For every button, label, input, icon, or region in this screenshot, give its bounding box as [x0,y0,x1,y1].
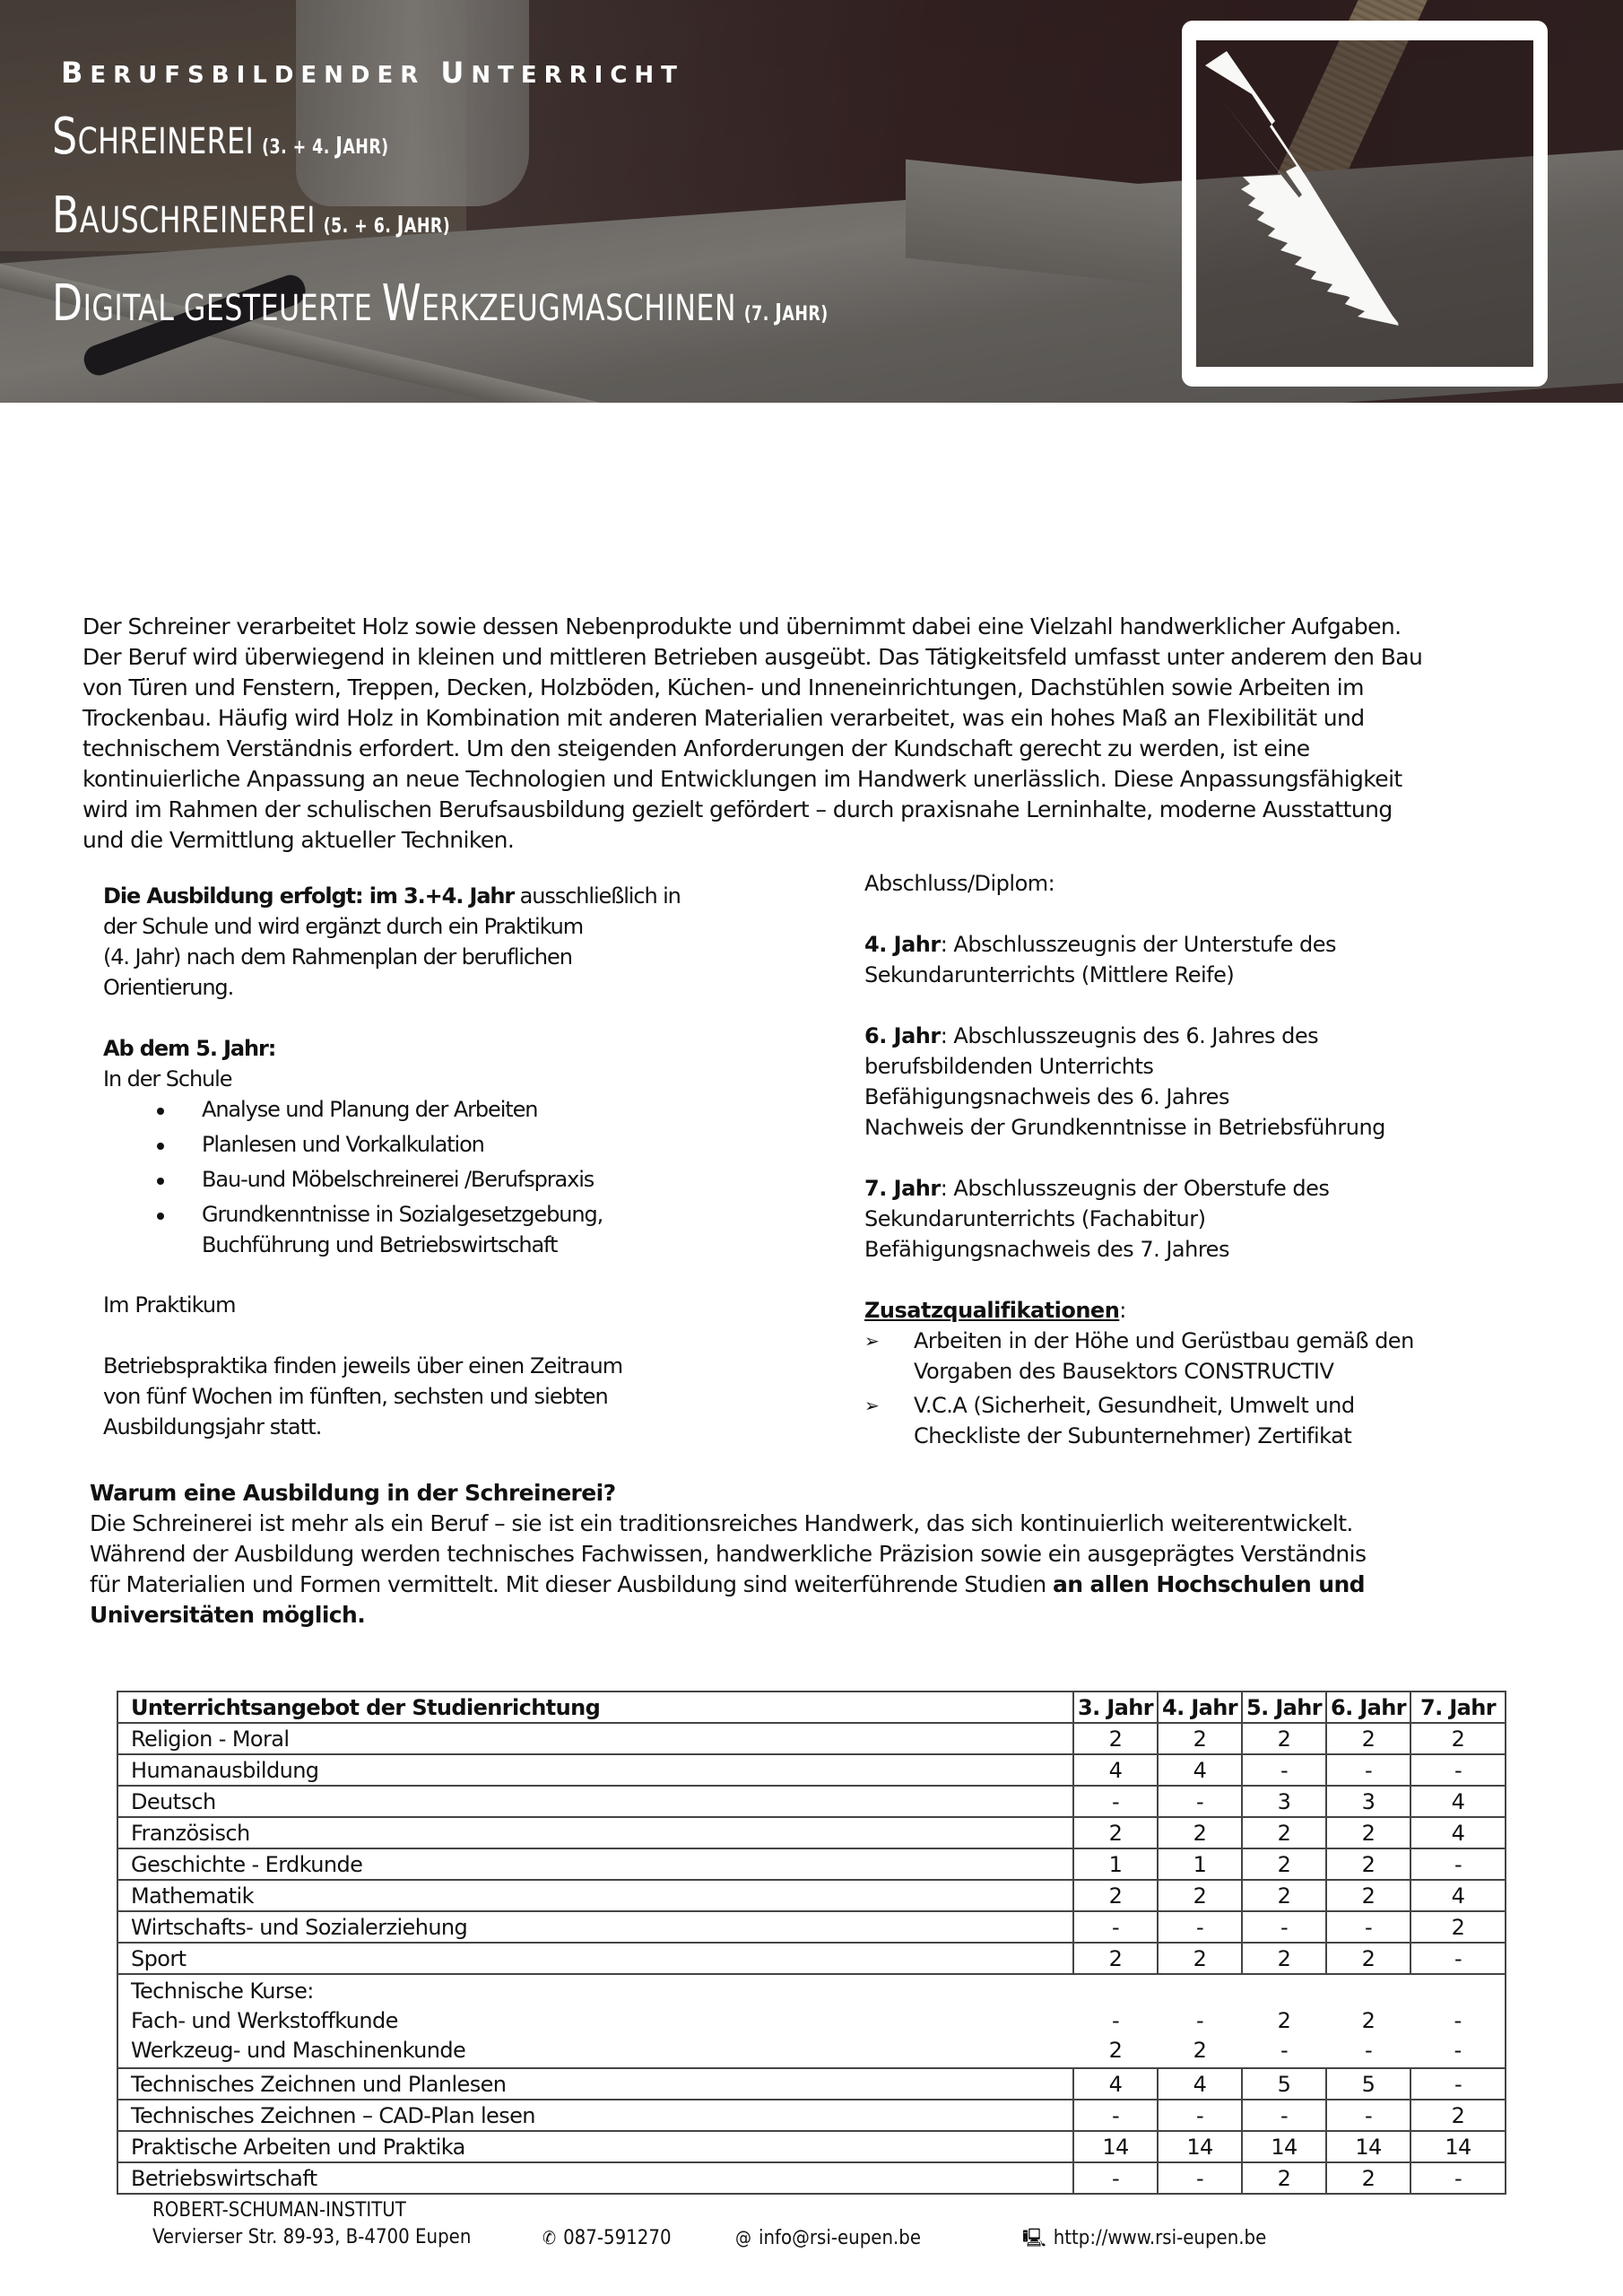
from-year5-heading: Ab dem 5. Jahr: [103,1036,276,1061]
internship-label: Im Praktikum [103,1292,236,1318]
phone-icon: ✆ [542,2227,557,2248]
in-school-label: In der Schule [103,1066,232,1091]
table-row: Geschichte - Erdkunde 1 1 2 2 - [117,1848,1506,1880]
table-row: Mathematik 2 2 2 2 4 [117,1880,1506,1911]
program-years: (3. + 4. JAHR) [262,133,389,160]
why-section: Warum eine Ausbildung in der Schreinerei? Die Schreinerei ist mehr als ein Beruf – sie ist ein traditionsreiches Handwerk, das sich kontinuierlich weiterentwickelt. Während der Ausbildung werden technisches Fachwissen, handwerkliche Präzision sowie ein ausgeprägtes Verständnis für Materialien und Formen vermittelt. Mit dieser Ausbildung sind weiterführende Studien an allen Hochschulen und Universitäten möglich. [90,1478,1542,1631]
program-title-bauschreinerei: BAUSCHREINEREI (5. + 6. JAHR) [52,187,451,245]
diploma-section: Abschluss/Diplom: 4. Jahr: Abschlusszeugnis der Unterstufe des Sekundarunterrichts (Mittlere Reife) 6. Jahr: Abschlusszeugnis des 6. Jahres des berufsbildenden Unterrichts Befähigungsnachweis des 6. Jahres Nachweis der Grundkenntnisse in Betriebsführung 7. Jahr: Abschlusszeugnis der Oberstufe des Sekundarunterrichts (Fachabitur) Befähigungsnachweis des 7. Jahres Zusatzqualifikationen: ➢ Arbeiten in der Höhe und Gerüstbau gemäß den Vorgaben des Bausektors CONSTRUCTIV ➢ V.C.A (Sicherheit, Gesundheit, Umwelt und Checkliste der Subunternehmer) Zertifikat [864,868,1546,1455]
diploma-entry-year4: 4. Jahr: Abschlusszeugnis der Unterstufe des [864,932,1336,957]
table-row: Französisch 2 2 2 2 4 [117,1817,1506,1848]
column-header-year3: 3. Jahr [1073,1692,1158,1723]
program-title-schreinerei: SCHREINEREI (3. + 4. JAHR) [52,108,389,166]
phone: ✆ 087-591270 [542,2224,735,2252]
program-years: (5. + 6. JAHR) [323,212,451,239]
why-heading: Warum eine Ausbildung in der Schreinerei? [90,1480,616,1506]
column-header-year6: 6. Jahr [1326,1692,1410,1723]
technical-courses-label: Technische Kurse: [131,1979,314,2004]
list-item: Bau-und Möbelschreinerei /Berufspraxis [103,1164,749,1195]
training-section: Die Ausbildung erfolgt: im 3.+4. Jahr ausschließlich in der Schule und wird ergänzt durch ein Praktikum (4. Jahr) nach dem Rahmenplan der beruflichen Orientierung. Ab dem 5. Jahr: In der Schule Analyse und Planung der Arbeiten Planlesen und Vorkalkulation Bau-und Möbelschreinerei /Berufspraxis Grundkenntnisse in Sozialgesetzgebung, Buchführung und Betriebswirtschaft [103,881,749,1265]
diploma-entry-year6: 6. Jahr: Abschlusszeugnis des 6. Jahres des [864,1023,1319,1048]
address: Vervierser Str. 89-93, B-4700 Eupen [152,2226,472,2248]
column-header-subject: Unterrichtsangebot der Studienrichtung [117,1692,1073,1723]
list-item: Grundkenntnisse in Sozialgesetzgebung, Buchführung und Betriebswirtschaft [103,1199,659,1260]
list-item: Analyse und Planung der Arbeiten [103,1094,749,1125]
institute-name: ROBERT-SCHUMAN-INSTITUT [152,2199,406,2222]
banner-subtitle: BERUFSBILDENDER UNTERRICHT [61,56,684,90]
extra-qualifications-heading: Zusatzqualifikationen: [864,1298,1126,1323]
logo [1182,21,1548,387]
table-row: Religion - Moral 2 2 2 2 2 [117,1723,1506,1754]
column-header-year4: 4. Jahr [1158,1692,1242,1723]
table-row: Technisches Zeichnen – CAD-Plan lesen - - - - 2 [117,2100,1506,2131]
table-row: Wirtschafts- und Sozialerziehung - - - - 2 [117,1911,1506,1943]
table-header-row [117,1692,1506,1723]
list-item: ➢ Arbeiten in der Höhe und Gerüstbau gemäß den Vorgaben des Bausektors CONSTRUCTIV [864,1326,1438,1387]
saw-icon [1196,40,1533,367]
column-header-year5: 5. Jahr [1242,1692,1326,1723]
column-header-year7: 7. Jahr [1410,1692,1506,1723]
footer [152,2197,1497,2252]
internship-section: Im Praktikum Betriebspraktika finden jeweils über einen Zeitraum von fünf Wochen im fünften, sechsten und siebten Ausbildungsjahr statt. [103,1290,749,1442]
table-row: Deutsch - - 3 3 4 [117,1786,1506,1817]
website-link[interactable]: 🖳 http://www.rsi-eupen.be [1022,2224,1266,2252]
program-years: (7. JAHR) [743,300,829,326]
intro-paragraph: Der Schreiner verarbeitet Holz sowie dessen Nebenprodukte und übernimmt dabei eine Vielzahl handwerklicher Aufgaben. Der Beruf wird überwiegend in kleinen und mittleren Betrieben ausgeübt. Das Tätigkeitsfeld umfasst unter anderem den Bau von Türen und Fenstern, Treppen, Decken, Holzböden, Küchen- und Inneneinrichtungen, Dachstühlen sowie Arbeiten im Trockenbau. Häufig wird Holz in Kombination mit anderen Materialien verarbeitet, was ein hohes Maß an Flexibilität und technischem Verständnis erfordert. Um den steigenden Anforderungen der Kundschaft gerecht zu werden, ist eine kontinuierliche Anpassung an neue Technologien und Entwicklungen im Handwerk unerlässlich. Diese Anpassungsfähigkeit wird im Rahmen der schulischen Berufsausbildung gezielt gefördert – durch praxisnahe Lerninhalte, moderne Ausstattung und die Vermittlung aktueller Techniken. [82,613,1423,853]
table-row: Technisches Zeichnen und Planlesen 4 4 5 5 - [117,2068,1506,2100]
extra-qualifications-list [864,1326,1546,1451]
table-row-technical-courses: Technische Kurse: Fach- und Werkstoffkunde Werkzeug- und Maschinenkunde - 2 - 2 2 - 2 - - - [117,1974,1506,2068]
header-banner [0,0,1623,403]
email-link[interactable]: @ info@rsi-eupen.be [735,2224,1022,2252]
table-row: Praktische Arbeiten und Praktika 14 14 14 14 14 [117,2131,1506,2162]
list-item: ➢ V.C.A (Sicherheit, Gesundheit, Umwelt und Checkliste der Subunternehmer) Zertifikat [864,1390,1438,1451]
computer-icon: 🖳 [1022,2227,1046,2248]
diploma-entry-year7: 7. Jahr: Abschlusszeugnis der Oberstufe des [864,1176,1330,1201]
diploma-heading: Abschluss/Diplom: [864,871,1055,896]
email-icon: @ [735,2227,751,2248]
list-item: Planlesen und Vorkalkulation [103,1129,749,1160]
table-row: Humanausbildung 4 4 - - - [117,1754,1506,1786]
program-title-cnc: DIGITAL GESTEUERTE WERKZEUGMASCHINEN (7. JAHR) [52,274,829,333]
training-intro: Die Ausbildung erfolgt: im 3.+4. Jahr ausschließlich in [103,883,681,909]
curriculum-table [117,1691,1506,2195]
table-row: Sport 2 2 2 2 - [117,1943,1506,1974]
school-topics-list [103,1094,749,1260]
table-row: Betriebswirtschaft - - 2 2 - [117,2162,1506,2194]
